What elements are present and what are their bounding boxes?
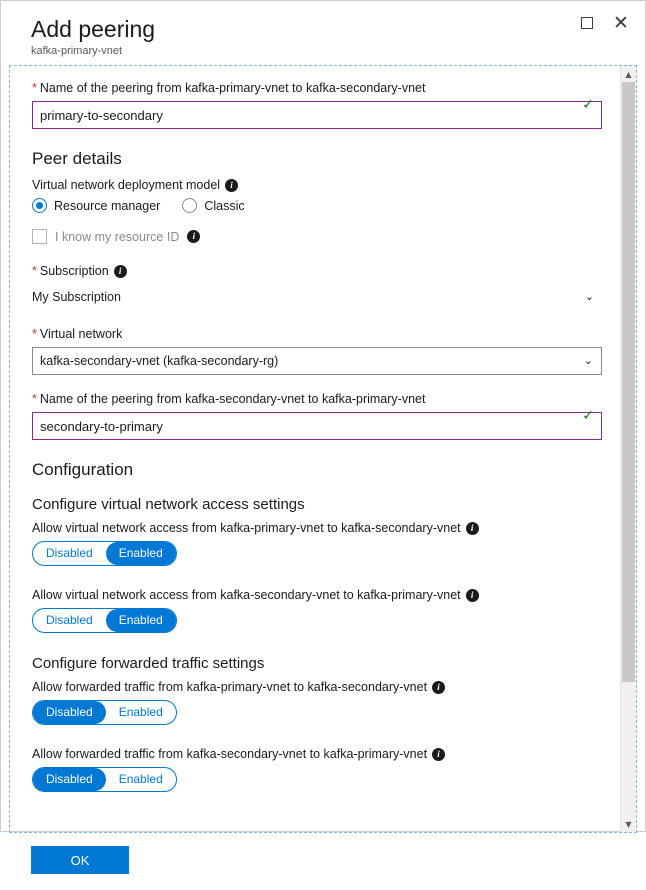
access-setting-1 (32, 521, 602, 570)
subscription-field (32, 264, 602, 310)
subscription-dropdown[interactable] (32, 284, 602, 310)
peering-name-label-text: Name of the peering from kafka-primary-vnet to kafka-secondary-vnet (39, 81, 426, 95)
forwarded-setting-2-toggle[interactable] (32, 767, 177, 792)
virtual-network-dropdown[interactable] (32, 347, 602, 375)
virtual-network-field (32, 326, 602, 375)
subscription-label-text: Subscription (39, 264, 109, 278)
info-icon[interactable]: i (432, 681, 445, 694)
toggle-option-disabled[interactable]: Disabled (33, 701, 106, 724)
valid-check-icon: ✓ (582, 96, 594, 113)
peering-name-label (32, 80, 602, 96)
toggle-option-enabled[interactable]: Enabled (106, 609, 176, 632)
blade-footer (1, 833, 645, 890)
radio-dot-icon (32, 198, 47, 213)
virtual-network-label-text: Virtual network (39, 327, 123, 341)
access-setting-2-label (32, 588, 602, 602)
info-icon[interactable]: i (432, 748, 445, 761)
access-settings-heading: Configure virtual network access settings (32, 496, 305, 513)
ok-button[interactable]: OK (31, 846, 129, 874)
toggle-option-enabled[interactable]: Enabled (118, 705, 163, 719)
required-marker: * (32, 81, 37, 95)
access-setting-1-label-text: Allow virtual network access from kafka-primary-vnet to kafka-secondary-vnet (32, 521, 461, 535)
resource-id-checkbox-label: I know my resource ID (55, 229, 180, 244)
radio-resource-manager[interactable] (32, 198, 160, 213)
peering-name-input[interactable] (32, 101, 602, 129)
forwarded-traffic-heading: Configure forwarded traffic settings (32, 655, 265, 672)
reverse-peering-name-field (32, 391, 602, 440)
access-setting-1-toggle[interactable] (32, 541, 177, 566)
valid-check-icon: ✓ (582, 407, 594, 424)
blade-header (1, 1, 645, 65)
checkbox-icon[interactable] (32, 229, 47, 244)
subscription-label (32, 264, 602, 278)
required-marker: * (32, 264, 37, 278)
reverse-peering-name-label (32, 391, 602, 407)
page-title: Add peering (31, 16, 156, 42)
scrollbar-thumb[interactable] (622, 82, 635, 682)
toggle-option-disabled[interactable]: Disabled (46, 613, 93, 627)
scroll-down-icon[interactable]: ▼ (625, 819, 632, 829)
radio-classic[interactable] (182, 198, 244, 213)
info-icon[interactable]: i (225, 179, 238, 192)
toggle-option-enabled[interactable]: Enabled (118, 772, 163, 786)
form-content (10, 66, 620, 832)
blade-body (9, 65, 637, 833)
configuration-heading: Configuration (32, 460, 134, 479)
info-icon[interactable]: i (114, 265, 127, 278)
access-setting-2 (32, 588, 602, 637)
info-icon[interactable]: i (466, 589, 479, 602)
peering-name-field (32, 80, 602, 129)
forwarded-setting-1-toggle[interactable] (32, 700, 177, 725)
page-subtitle: kafka-primary-vnet (31, 45, 123, 57)
vertical-scrollbar[interactable] (620, 66, 636, 832)
forwarded-setting-2-label (32, 747, 602, 761)
virtual-network-label (32, 326, 602, 342)
toggle-option-enabled[interactable]: Enabled (106, 542, 176, 565)
forwarded-setting-1-label-text: Allow forwarded traffic from kafka-primary-vnet to kafka-secondary-vnet (32, 680, 428, 694)
chevron-down-icon: ⌄ (584, 290, 594, 303)
reverse-peering-name-label-text: Name of the peering from kafka-secondary-vnet to kafka-primary-vnet (39, 392, 426, 406)
forwarded-setting-1 (32, 680, 602, 729)
info-icon[interactable]: i (187, 230, 200, 243)
toggle-option-disabled[interactable]: Disabled (33, 768, 106, 791)
access-setting-1-label (32, 521, 602, 535)
resource-id-checkbox-row[interactable] (32, 229, 602, 244)
access-setting-2-toggle[interactable] (32, 608, 177, 633)
close-icon[interactable]: ✕ (613, 11, 629, 34)
forwarded-setting-2 (32, 747, 602, 796)
radio-resource-manager-label: Resource manager (54, 198, 161, 213)
deployment-model-label-text: Virtual network deployment model (32, 178, 221, 192)
scroll-up-icon[interactable]: ▲ (625, 69, 632, 79)
access-setting-2-label-text: Allow virtual network access from kafka-secondary-vnet to kafka-primary-vnet (32, 588, 461, 602)
required-marker: * (32, 392, 37, 406)
virtual-network-value: kafka-secondary-vnet (kafka-secondary-rg) (40, 354, 279, 368)
subscription-value: My Subscription (32, 290, 121, 304)
info-icon[interactable]: i (466, 522, 479, 535)
deployment-model-radios (32, 198, 602, 213)
required-marker: * (32, 327, 37, 341)
reverse-peering-name-input[interactable] (32, 412, 602, 440)
toggle-option-disabled[interactable]: Disabled (46, 546, 93, 560)
deployment-model-label (32, 178, 602, 192)
forwarded-setting-2-label-text: Allow forwarded traffic from kafka-secondary-vnet to kafka-primary-vnet (32, 747, 428, 761)
peer-details-heading: Peer details (32, 149, 122, 168)
radio-dot-icon (182, 198, 197, 213)
chevron-down-icon: ⌄ (583, 354, 593, 367)
forwarded-setting-1-label (32, 680, 602, 694)
radio-classic-label: Classic (204, 198, 245, 213)
window-controls (577, 13, 631, 33)
maximize-icon[interactable] (577, 13, 597, 33)
